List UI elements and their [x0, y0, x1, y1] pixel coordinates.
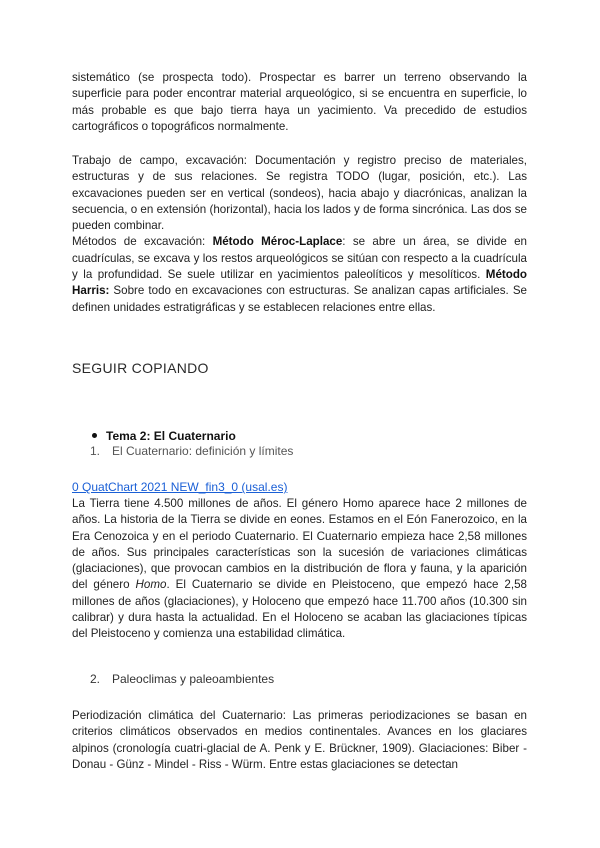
list-item-definition	[72, 444, 527, 458]
harris-term: Método Harris:	[72, 268, 527, 298]
list-number: 2.	[90, 672, 101, 686]
methods-intro-text: Métodos de excavación:	[72, 235, 213, 249]
tierra-paragraph	[72, 496, 527, 643]
meroc-laplace-description: : se abre un área, se divide en cuadrículas, se excava y los restos arqueológicos se sitúan con respecto a la cuadrícula y la profundidad. Se suele utilizar en yacimientos paleolíticos y mesolíticos.	[72, 235, 527, 282]
list-item-paleoclimas	[72, 672, 527, 686]
tierra-text-end: . El Cuaternario se divide en Pleistoceno, que empezó hace 2,58 millones de años (glaciaciones), y Holoceno que empezó hace 11.700 años (10.300 sin calibrar) y dura hasta la actualidad. En el Holoceno se acaban las glaciaciones típicas del Pleistoceno y comienza una estabilidad climática.	[72, 578, 528, 641]
tierra-text-start: La Tierra tiene 4.500 millones de años. El género Homo aparece hace 2 millones de años. La historia de la Tierra se divide en eones. Estamos en el Eón Fanerozoico, en la Era Cenozoica y en el periodo Cuaternario. El Cuaternario empieza hace 2,58 millones de años. Sus principales características son la sucesión de variaciones climáticas (glaciaciones), que provocan cambios en la distribución de flora y fauna, y la aparición del género	[72, 497, 527, 592]
excavation-section	[72, 153, 527, 316]
quatchart-link[interactable]: 0 QuatChart 2021 NEW_fin3_0 (usal.es)	[72, 480, 288, 494]
harris-description: Sobre todo en excavaciones con estructuras. Se analizan capas artificiales. Se definen unidades estratigráficas y se establecen relaciones entre ellas.	[72, 284, 527, 314]
list-label: El Cuaternario: definición y límites	[112, 444, 294, 458]
homo-term: Homo	[135, 578, 167, 592]
methods-paragraph	[72, 234, 527, 315]
fieldwork-paragraph: Trabajo de campo, excavación: Documentación y registro preciso de materiales, estructuras y de sus relaciones. Se registra TODO (lugar, posición, etc.). Las excavaciones pueden ser en vertical (sondeos), hacia abajo y diacrónicas, analizan la secuencia, o en extensión (horizontal), hacia los lados y de forma sincrónica. Las dos se pueden combinar.	[72, 154, 527, 233]
seguir-copiando-note: SEGUIR COPIANDO	[72, 360, 209, 376]
intro-paragraph: sistemático (se prospecta todo). Prospectar es barrer un terreno observando la superficie para poder encontrar material arqueológico, si se encuentra en superficie, lo más probable es que bajo tierra haya un yacimiento. Va precedido de estudios cartográficos o topográficos normalmente.	[72, 71, 527, 133]
list-number: 1.	[90, 444, 101, 458]
meroc-laplace-term: Método Méroc-Laplace	[212, 235, 343, 249]
tema-heading: Tema 2: El Cuaternario	[106, 429, 236, 443]
tema-bullet-item	[72, 429, 527, 443]
list-label: Paleoclimas y paleoambientes	[112, 672, 275, 686]
bullet-icon	[92, 433, 97, 438]
periodizacion-paragraph: Periodización climática del Cuaternario: Las primeras periodizaciones se basan en criterios climáticos observados en medios continentales. Avances en los glaciares alpinos (cronología cuatri-glacial de A. Penk y E. Brückner, 1909). Glaciaciones: Biber - Donau - Günz - Mindel - Riss - Würm. Entre estas glaciaciones se detectan	[72, 709, 527, 771]
